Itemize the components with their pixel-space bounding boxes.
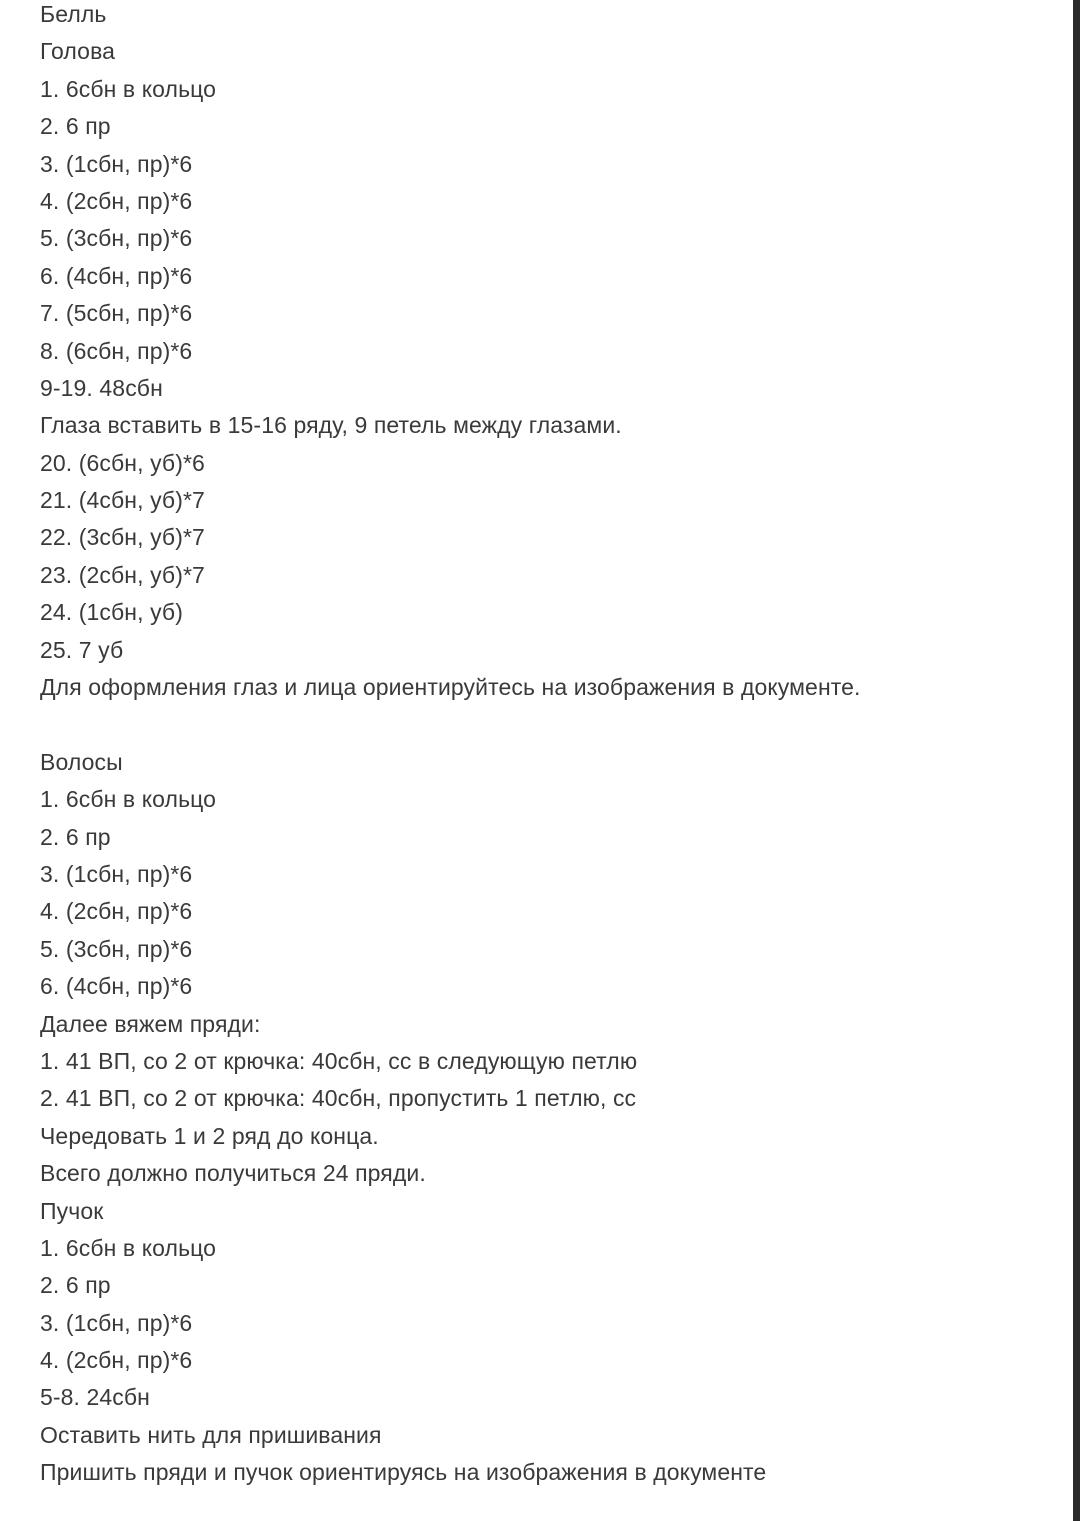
total-note: Всего должно получиться 24 пряди.	[40, 1160, 426, 1187]
head-step: 21. (4сбн, уб)*7	[40, 487, 205, 514]
bun-step: 4. (2сбн, пр)*6	[40, 1347, 193, 1374]
head-step: 24. (1сбн, уб)	[40, 599, 183, 626]
bun-step: 1. 6сбн в кольцо	[40, 1234, 217, 1261]
hair-step: 2. 6 пр	[40, 823, 111, 850]
head-step: 3. (1сбн, пр)*6	[40, 150, 193, 177]
pattern-document	[40, 0, 1060, 1496]
head-step: 6. (4сбн, пр)*6	[40, 262, 193, 289]
section-title-hair: Волосы	[40, 748, 123, 775]
bun-step: 5-8. 24сбн	[40, 1384, 150, 1411]
section-title-head: Голова	[40, 38, 116, 65]
head-step: 9-19. 48сбн	[40, 374, 163, 401]
window-edge	[1073, 0, 1080, 1521]
bun-step: 3. (1сбн, пр)*6	[40, 1309, 193, 1336]
strand-step: 1. 41 ВП, со 2 от крючка: 40сбн, сс в следующую петлю	[40, 1047, 638, 1074]
head-step: 23. (2сбн, уб)*7	[40, 561, 205, 588]
head-step: 2. 6 пр	[40, 113, 111, 140]
leave-thread-note: Оставить нить для пришивания	[40, 1421, 382, 1448]
head-step: 1. 6сбн в кольцо	[40, 75, 217, 102]
hair-step: 4. (2сбн, пр)*6	[40, 898, 193, 925]
alternate-note: Чередовать 1 и 2 ряд до конца.	[40, 1122, 379, 1149]
face-note: Для оформления глаз и лица ориентируйтесь на изображения в документе.	[40, 674, 861, 701]
hair-step: 6. (4сбн, пр)*6	[40, 973, 193, 1000]
bun-step: 2. 6 пр	[40, 1272, 111, 1299]
head-step: 25. 7 уб	[40, 636, 124, 663]
hair-step: 5. (3сбн, пр)*6	[40, 935, 193, 962]
head-step: 5. (3сбн, пр)*6	[40, 225, 193, 252]
head-step: 20. (6сбн, уб)*6	[40, 449, 205, 476]
strands-intro: Далее вяжем пряди:	[40, 1010, 261, 1037]
strand-step: 2. 41 ВП, со 2 от крючка: 40сбн, пропустить 1 петлю, сс	[40, 1085, 637, 1112]
paragraph-gap	[40, 710, 1060, 747]
head-step: 22. (3сбн, уб)*7	[40, 524, 205, 551]
hair-step: 3. (1сбн, пр)*6	[40, 860, 193, 887]
document-title: Белль	[40, 1, 107, 27]
head-step: 7. (5сбн, пр)*6	[40, 300, 193, 327]
hair-step: 1. 6сбн в кольцо	[40, 786, 217, 813]
section-title-bun: Пучок	[40, 1197, 104, 1224]
head-step: 4. (2сбн, пр)*6	[40, 187, 193, 214]
head-step: 8. (6сбн, пр)*6	[40, 337, 193, 364]
sew-note: Пришить пряди и пучок ориентируясь на изображения в документе	[40, 1459, 767, 1486]
eyes-note: Глаза вставить в 15-16 ряду, 9 петель между глазами.	[40, 412, 622, 439]
